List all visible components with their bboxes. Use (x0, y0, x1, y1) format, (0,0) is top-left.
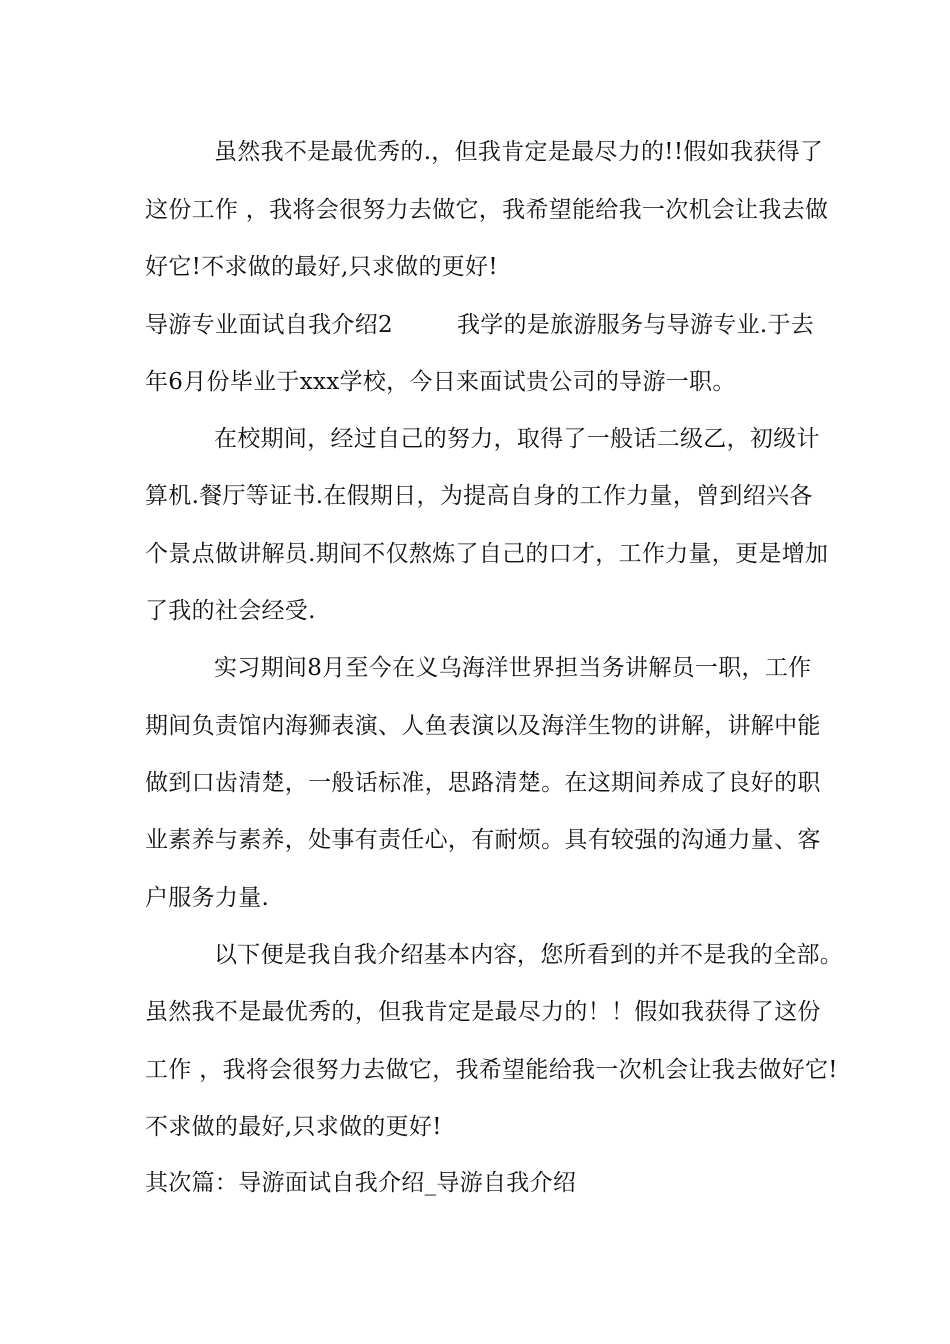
paragraph-3-line-3: 做到口齿清楚，一般话标准，思路清楚。在这期间养成了良好的职 (145, 770, 821, 796)
paragraph-2-line-1: 在校期间，经过自己的努力，取得了一般话二级乙，初级计 (214, 426, 820, 452)
paragraph-3-line-4: 业素养与素养，处事有责任心，有耐烦。具有较强的沟通力量、客 (145, 827, 821, 853)
paragraph-1-line-3: 好它!不求做的最好,只求做的更好! (145, 254, 498, 280)
paragraph-3-line-5: 户服务力量. (145, 885, 270, 911)
paragraph-4-line-4: 不求做的最好,只求做的更好! (145, 1114, 442, 1140)
paragraph-1-line-1: 虽然我不是最优秀的.，但我肯定是最尽力的!!假如我获得了 (214, 139, 824, 165)
section-intro-line-2: 年6月份毕业于xxx学校，今日来面试贵公司的导游一职。 (145, 369, 736, 395)
next-section-heading: 其次篇：导游面试自我介绍_导游自我介绍 (145, 1170, 577, 1196)
section-intro-start: 我学的是旅游服务与导游专业.于去 (457, 312, 815, 338)
paragraph-4-line-2: 虽然我不是最优秀的，但我肯定是最尽力的！！假如我获得了这份 (145, 999, 821, 1025)
paragraph-2-line-4: 了我的社会经受. (145, 598, 316, 624)
paragraph-4-line-3: 工作 ，我将会很努力去做它，我希望能给我一次机会让我去做好它! (145, 1057, 838, 1083)
paragraph-3-line-1: 实习期间8月至今在义乌海洋世界担当务讲解员一职，工作 (214, 655, 812, 681)
paragraph-4-line-1: 以下便是我自我介绍基本内容，您所看到的并不是我的全部。 (214, 942, 844, 968)
paragraph-3-line-2: 期间负责馆内海狮表演、人鱼表演以及海洋生物的讲解，讲解中能 (145, 713, 821, 739)
paragraph-2-line-3: 个景点做讲解员.期间不仅熬炼了自己的口才，工作力量，更是增加 (145, 541, 829, 567)
paragraph-2-line-2: 算机.餐厅等证书.在假期日，为提高自身的工作力量，曾到绍兴各 (145, 483, 813, 509)
section-heading: 导游专业面试自我介绍2 (145, 312, 393, 338)
paragraph-1-line-2: 这份工作 ，我将会很努力去做它，我希望能给我一次机会让我去做 (145, 197, 829, 223)
